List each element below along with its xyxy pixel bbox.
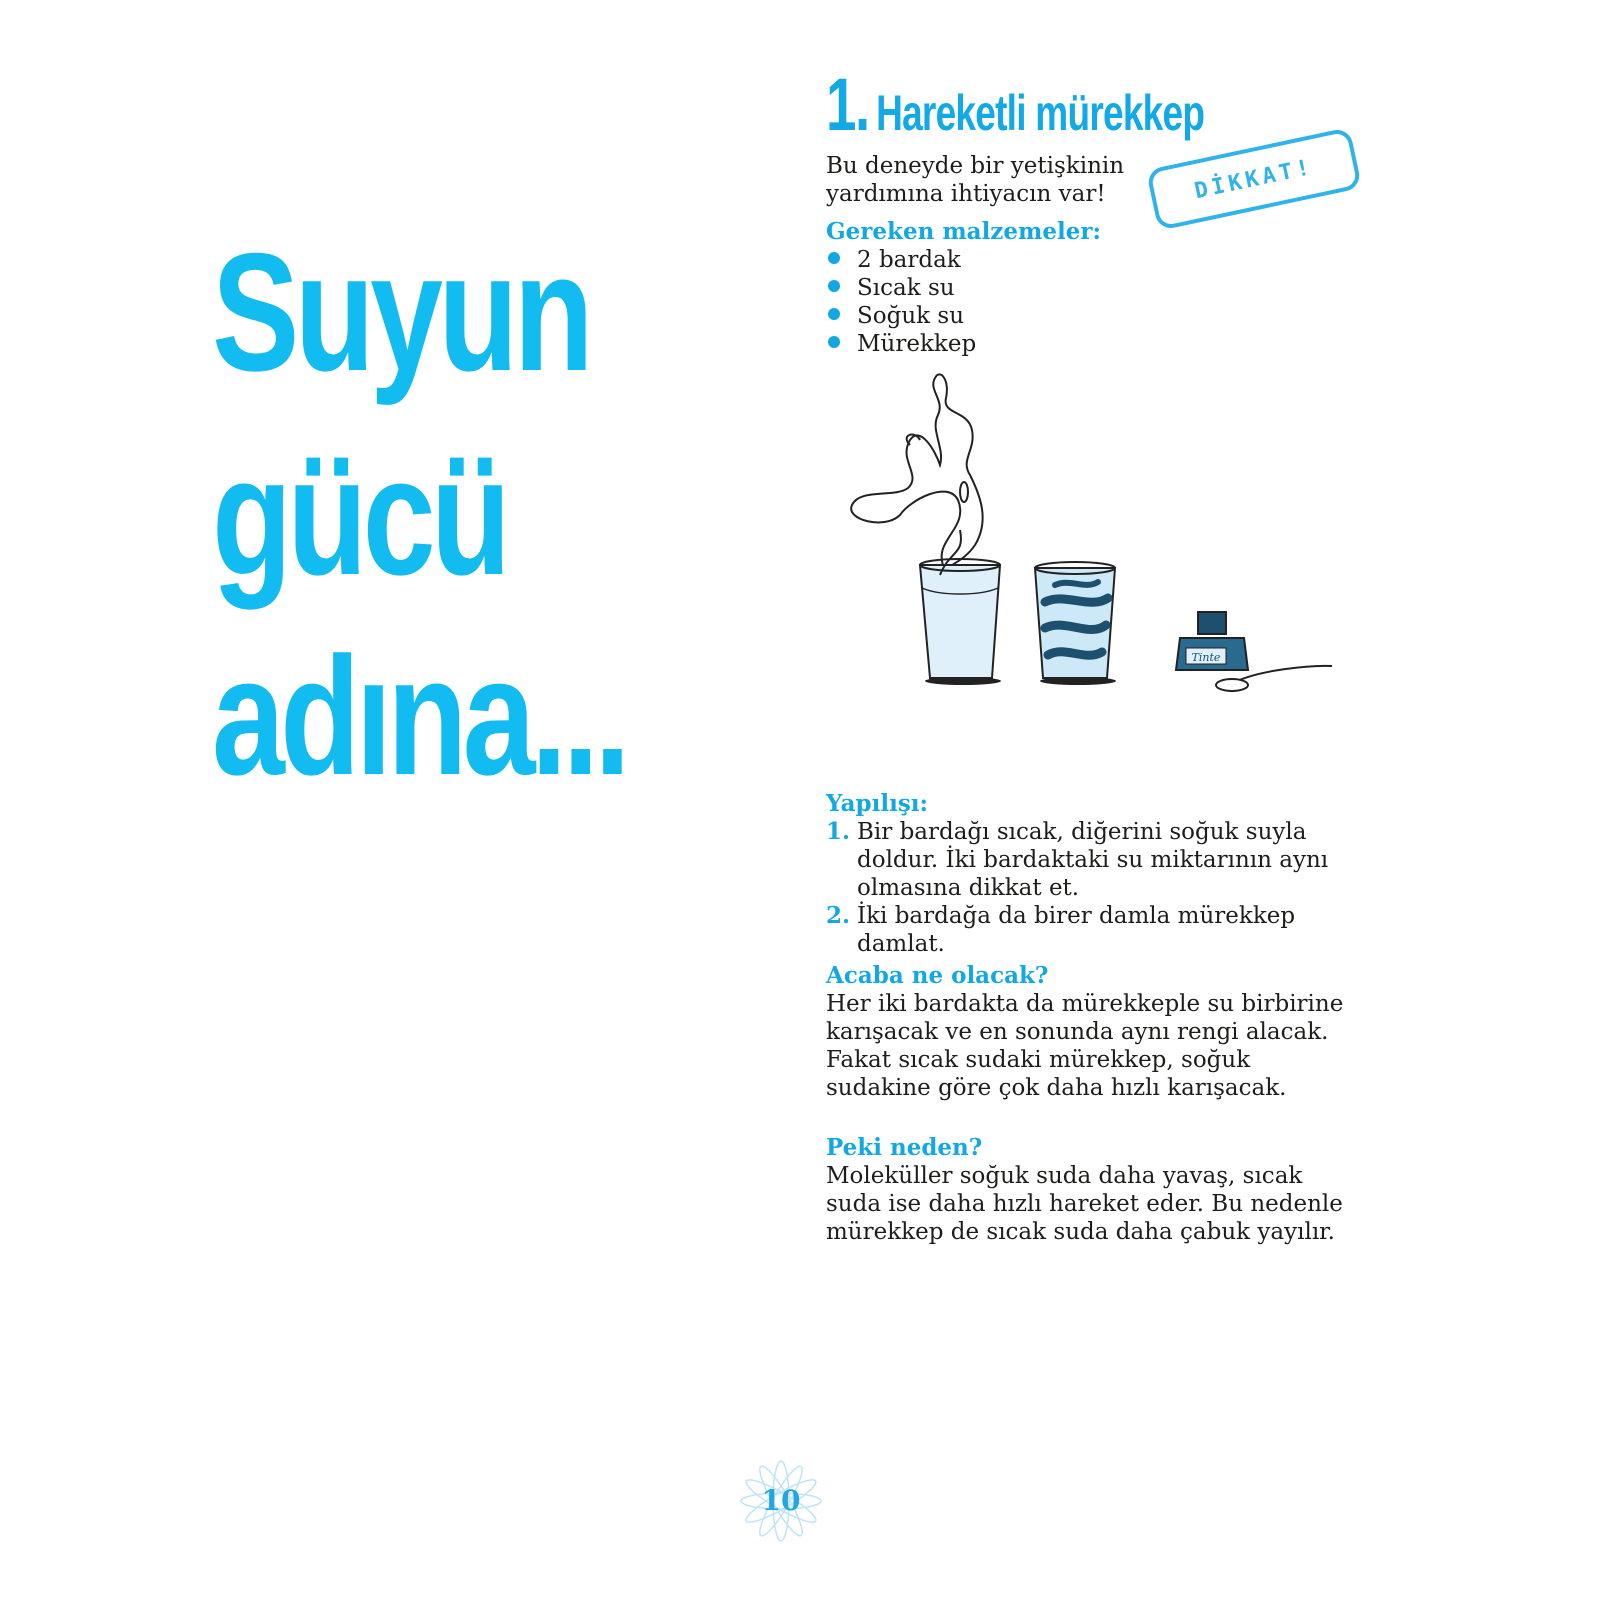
list-item (826, 330, 976, 358)
experiment-illustration (840, 370, 1350, 710)
material-label: Mürekkep (857, 331, 977, 357)
experiment-name: Hareketli mürekkep (876, 85, 1205, 141)
bullet-icon (828, 280, 840, 292)
question-text: Her iki bardakta da mürekkeple su birbirine karışacak ve en sonunda aynı rengi alacak. Fakat sıcak sudaki mürekkep, soğuk sudakine göre çok daha hızlı karışacak. (826, 991, 1344, 1101)
bullet-icon (828, 336, 840, 348)
list-item (826, 818, 1366, 902)
why-heading: Peki neden? (826, 1134, 983, 1161)
experiment-number: 1. (826, 63, 869, 146)
bullet-icon (828, 308, 840, 320)
why-text: Moleküller soğuk suda daha yavaş, sıcak suda ise daha hızlı hareket eder. Bu nedenle mürekkep de sıcak suda daha çabuk yayılır. (826, 1163, 1343, 1245)
experiment-title (826, 62, 1204, 147)
step-text: Bir bardağı sıcak, diğerini soğuk suyla doldur. İki bardaktaki su miktarının aynı olmasına dikkat et. (857, 819, 1329, 901)
list-item (826, 274, 976, 302)
question-heading: Acaba ne olacak? (826, 962, 1049, 989)
glasses-ink-drawing (840, 370, 1350, 710)
chapter-title-line-1: Suyun (212, 218, 590, 406)
method-heading: Yapılışı: (826, 790, 929, 817)
intro-text: Bu deneyde bir yetişkinin yardımına ihtiyacın var! (826, 153, 1125, 207)
page-number (736, 1456, 826, 1546)
ink-label: Tinte (1191, 651, 1221, 664)
chapter-title-line-2: gücü (212, 422, 507, 610)
chapter-title-line-3: adına... (212, 622, 627, 810)
page-number-text: 10 (761, 1484, 801, 1517)
list-item (826, 246, 976, 274)
material-label: 2 bardak (857, 247, 961, 273)
bullet-icon (828, 252, 840, 264)
list-item (826, 902, 1366, 958)
step-number: 2. (826, 902, 851, 929)
warning-stamp: DİKKAT! (1146, 127, 1362, 231)
method-steps (826, 818, 1366, 958)
step-number: 1. (826, 818, 851, 845)
material-label: Soğuk su (857, 303, 965, 329)
material-label: Sıcak su (857, 275, 955, 301)
list-item (826, 302, 976, 330)
step-text: İki bardağa da birer damla mürekkep damlat. (857, 903, 1296, 957)
materials-heading: Gereken malzemeler: (826, 218, 1101, 245)
materials-list (826, 246, 976, 358)
